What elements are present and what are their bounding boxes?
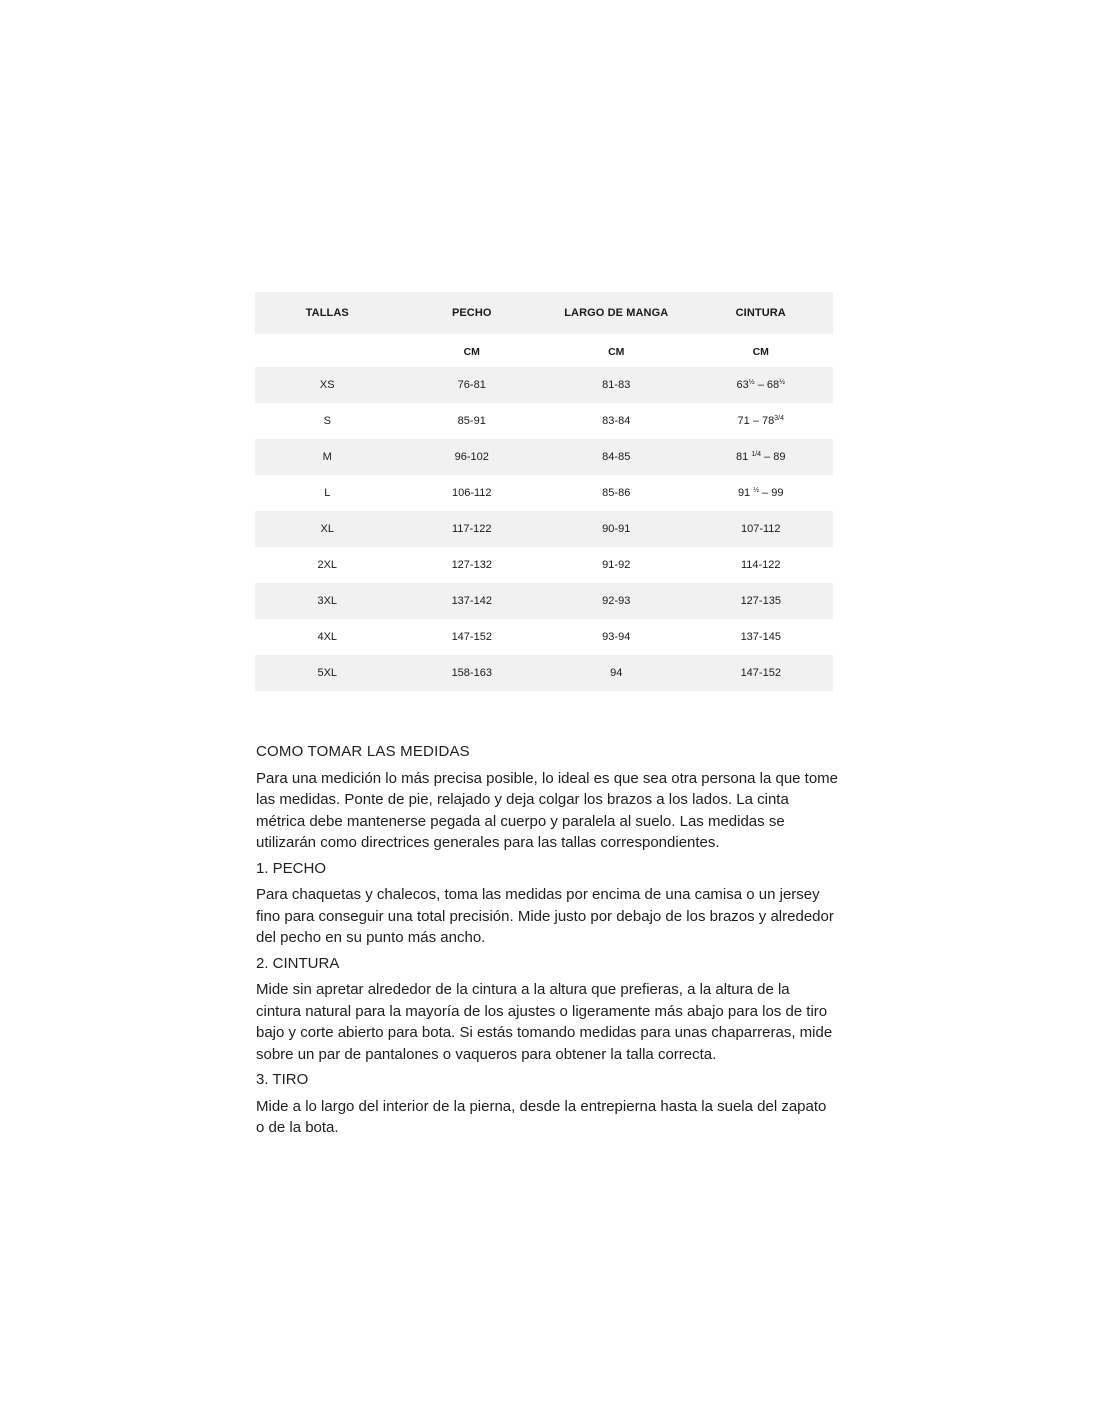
cell-manga: 91-92 xyxy=(602,559,631,571)
unit-manga: CM xyxy=(608,345,625,358)
cell-pecho: 85-91 xyxy=(457,415,486,427)
table-row xyxy=(255,511,833,547)
cell-talla: 3XL xyxy=(317,595,338,607)
cintura-part-a: 147-152 xyxy=(740,667,781,679)
cell-cintura xyxy=(689,583,834,619)
cell-talla: 4XL xyxy=(317,631,338,643)
cintura-part-a-sup: 3/4 xyxy=(774,415,784,422)
cell-cintura xyxy=(689,655,834,691)
section-heading-cintura: 2. CINTURA xyxy=(256,954,340,972)
table-row xyxy=(255,367,833,403)
cintura-part-b-sup: ½ xyxy=(779,379,785,386)
cintura-part-mid: – 99 xyxy=(759,487,784,499)
cell-talla: S xyxy=(323,415,331,427)
cell-pecho: 106-112 xyxy=(451,487,492,499)
guide-intro: Para una medición lo más precisa posible, lo ideal es que sea otra persona la que tome las medidas. Ponte de pie, relajado y deja colgar los brazos a los lados. La cinta métrica debe mantenerse pegada al cuerpo y paralela al suelo. Las medidas se utilizarán como directrices generales para las tallas correspondientes. xyxy=(256,769,839,851)
table-header-row xyxy=(255,292,833,334)
cell-cintura xyxy=(689,547,834,583)
table-row xyxy=(255,439,833,475)
section-heading-pecho: 1. PECHO xyxy=(256,859,327,877)
cell-talla: 2XL xyxy=(317,559,338,571)
guide-title: COMO TOMAR LAS MEDIDAS xyxy=(256,743,470,760)
cintura-part-a-sup: ½ xyxy=(748,379,755,386)
cell-pecho: 137-142 xyxy=(451,595,492,607)
header-tallas: TALLAS xyxy=(305,307,349,319)
cell-cintura xyxy=(689,403,834,439)
unit-tallas xyxy=(255,334,400,367)
cintura-part-a: 63 xyxy=(736,379,749,391)
cell-pecho: 158-163 xyxy=(451,667,492,679)
table-row xyxy=(255,547,833,583)
cell-pecho: 117-122 xyxy=(451,523,492,535)
cell-cintura xyxy=(689,475,834,511)
cell-talla: M xyxy=(322,451,332,463)
table-body xyxy=(255,367,833,691)
cell-manga: 84-85 xyxy=(602,451,631,463)
section-heading-tiro: 3. TIRO xyxy=(256,1071,309,1088)
header-cintura: CINTURA xyxy=(735,307,786,319)
cell-manga: 85-86 xyxy=(602,487,631,499)
cell-talla: XL xyxy=(320,523,334,535)
cintura-part-a: 127-135 xyxy=(740,595,781,607)
cell-pecho: 127-132 xyxy=(451,559,492,571)
cintura-part-a: 91 xyxy=(737,487,754,499)
cell-manga: 92-93 xyxy=(602,595,631,607)
measurement-guide xyxy=(256,741,838,1139)
cell-talla: XS xyxy=(319,379,335,391)
cell-manga: 81-83 xyxy=(602,379,631,391)
header-pecho: PECHO xyxy=(451,307,492,319)
cintura-part-a: 137-145 xyxy=(740,631,781,643)
cell-talla: 5XL xyxy=(317,667,338,679)
table-row xyxy=(255,475,833,511)
unit-cintura: CM xyxy=(752,345,769,358)
cell-cintura xyxy=(689,619,834,655)
cintura-part-a-sup: ½ xyxy=(753,487,760,494)
section-text-tiro: Mide a lo largo del interior de la pierna, desde la entrepierna hasta la suela del zapato o de la bota. xyxy=(256,1097,827,1136)
header-largo-manga: LARGO DE MANGA xyxy=(564,307,669,319)
cell-pecho: 147-152 xyxy=(451,631,492,643)
cintura-part-mid: – 89 xyxy=(761,451,786,463)
cintura-part-a: 81 xyxy=(736,451,752,463)
table-row xyxy=(255,403,833,439)
size-chart-table xyxy=(255,292,833,691)
cell-cintura xyxy=(689,511,834,547)
unit-pecho: CM xyxy=(463,345,480,358)
cintura-part-a: 114-122 xyxy=(740,559,781,571)
cell-cintura xyxy=(689,439,834,475)
cintura-part-mid: – 68 xyxy=(754,379,780,391)
table-row xyxy=(255,619,833,655)
cell-manga: 83-84 xyxy=(602,415,631,427)
cell-talla: L xyxy=(324,487,331,499)
section-text-cintura: Mide sin apretar alrededor de la cintura a la altura que prefieras, a la altura de la cintura natural para la mayoría de los ajustes o ligeramente más abajo para los de tiro bajo y corte abierto para bota. Si estás tomando medidas para unas chaparreras, mide sobre un par de pantalones o vaqueros para obtener la talla correcta. xyxy=(256,981,833,1063)
table-unit-row xyxy=(255,334,833,367)
cell-pecho: 96-102 xyxy=(454,451,489,463)
cell-manga: 93-94 xyxy=(602,631,631,643)
cintura-part-a: 107-112 xyxy=(740,523,781,535)
cintura-part-a: 71 – 78 xyxy=(737,415,775,427)
cell-manga: 94 xyxy=(610,667,623,679)
cell-pecho: 76-81 xyxy=(457,379,486,391)
table-row xyxy=(255,655,833,691)
section-text-pecho: Para chaquetas y chalecos, toma las medidas por encima de una camisa o un jersey fino para conseguir una total precisión. Mide justo por debajo de los brazos y alrededor del pecho en su punto más ancho. xyxy=(256,886,834,946)
cell-cintura xyxy=(689,367,834,403)
cintura-part-a-sup: 1/4 xyxy=(751,451,762,458)
table-row xyxy=(255,583,833,619)
cell-manga: 90-91 xyxy=(602,523,631,535)
